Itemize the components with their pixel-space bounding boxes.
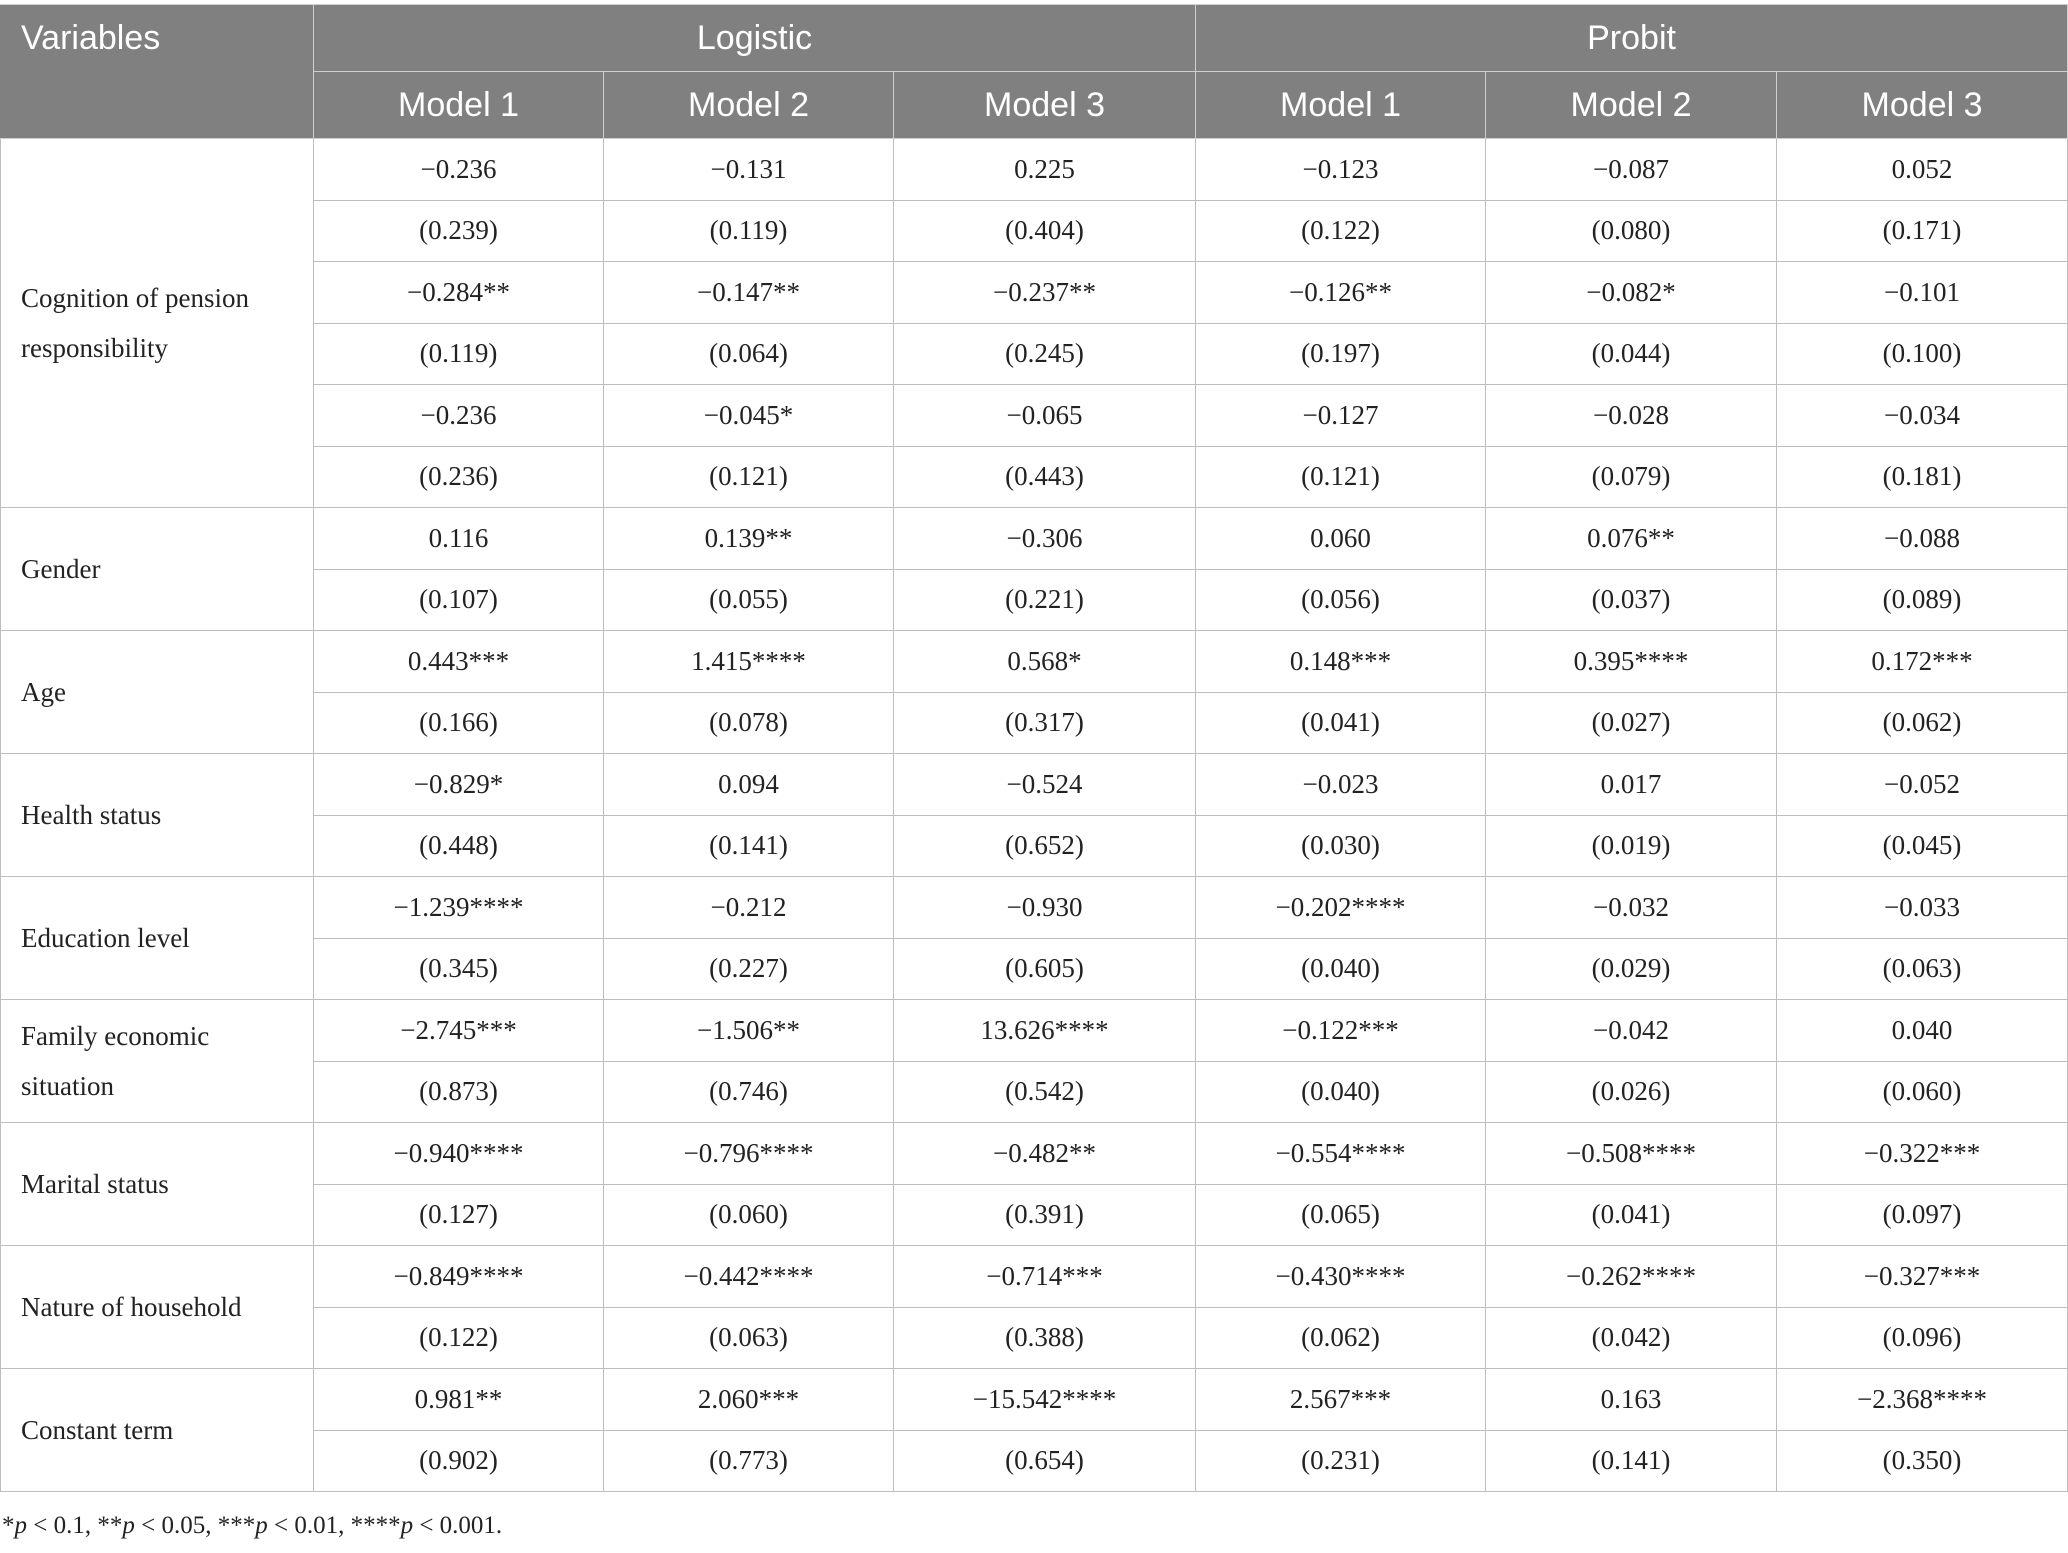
std-error-cell: (0.080) [1486,200,1777,262]
coefficient-cell: −0.829* [314,754,604,816]
std-error-cell: (0.029) [1486,938,1777,1000]
std-error-cell: (0.041) [1196,692,1486,754]
coefficient-cell: −0.202**** [1196,877,1486,939]
coefficient-cell: −0.714*** [894,1246,1196,1308]
std-error-cell: (0.654) [894,1430,1196,1492]
table-row [1,631,2068,693]
variable-label: Family economic situation [1,1000,314,1123]
std-error-cell: (0.096) [1777,1307,2068,1369]
coefficient-cell: −0.033 [1777,877,2068,939]
std-error-cell: (0.166) [314,692,604,754]
std-error-cell: (0.197) [1196,323,1486,385]
std-error-cell: (0.030) [1196,815,1486,877]
coefficient-cell: −0.237** [894,262,1196,324]
coefficient-cell: −0.796**** [604,1123,894,1185]
coefficient-cell: 0.116 [314,508,604,570]
coefficient-cell: −0.327*** [1777,1246,2068,1308]
std-error-cell: (0.060) [604,1184,894,1246]
std-error-cell: (0.040) [1196,1061,1486,1123]
std-error-cell: (0.078) [604,692,894,754]
std-error-cell: (0.443) [894,446,1196,508]
coefficient-cell: −0.034 [1777,385,2068,447]
std-error-cell: (0.097) [1777,1184,2068,1246]
std-error-cell: (0.448) [314,815,604,877]
variable-label: Gender [1,508,314,631]
std-error-cell: (0.236) [314,446,604,508]
std-error-cell: (0.746) [604,1061,894,1123]
std-error-cell: (0.773) [604,1430,894,1492]
footnote-text: < 0.1, ** [27,1512,123,1539]
regression-table-container [0,4,2068,1492]
std-error-cell: (0.055) [604,569,894,631]
coefficient-cell: 2.060*** [604,1369,894,1431]
table-row [1,1246,2068,1308]
coefficient-cell: −0.101 [1777,262,2068,324]
coefficient-cell: −0.508**** [1486,1123,1777,1185]
std-error-cell: (0.027) [1486,692,1777,754]
coefficient-cell: 0.060 [1196,508,1486,570]
std-error-cell: (0.122) [1196,200,1486,262]
coefficient-cell: −1.506** [604,1000,894,1062]
header-group-probit: Probit [1196,5,2068,72]
std-error-cell: (0.227) [604,938,894,1000]
table-row [1,1000,2068,1062]
coefficient-cell: −0.482** [894,1123,1196,1185]
std-error-cell: (0.141) [604,815,894,877]
coefficient-cell: 0.395**** [1486,631,1777,693]
header-logistic-model-3: Model 3 [894,72,1196,139]
std-error-cell: (0.605) [894,938,1196,1000]
std-error-cell: (0.127) [314,1184,604,1246]
coefficient-cell: −0.284** [314,262,604,324]
std-error-cell: (0.122) [314,1307,604,1369]
coefficient-cell: 0.981** [314,1369,604,1431]
std-error-cell: (0.121) [1196,446,1486,508]
coefficient-cell: −0.122*** [1196,1000,1486,1062]
std-error-cell: (0.652) [894,815,1196,877]
std-error-cell: (0.064) [604,323,894,385]
variable-label: Marital status [1,1123,314,1246]
coefficient-cell: 2.567*** [1196,1369,1486,1431]
std-error-cell: (0.542) [894,1061,1196,1123]
significance-footnote [2,1512,502,1540]
coefficient-cell: 0.052 [1777,139,2068,201]
std-error-cell: (0.042) [1486,1307,1777,1369]
coefficient-cell: 0.040 [1777,1000,2068,1062]
header-probit-model-3: Model 3 [1777,72,2068,139]
coefficient-cell: 0.443*** [314,631,604,693]
coefficient-cell: −0.524 [894,754,1196,816]
std-error-cell: (0.171) [1777,200,2068,262]
coefficient-cell: −0.087 [1486,139,1777,201]
std-error-cell: (0.231) [1196,1430,1486,1492]
std-error-cell: (0.062) [1777,692,2068,754]
coefficient-cell: −0.147** [604,262,894,324]
std-error-cell: (0.239) [314,200,604,262]
variable-label: Constant term [1,1369,314,1492]
coefficient-cell: −0.127 [1196,385,1486,447]
variable-label: Education level [1,877,314,1000]
std-error-cell: (0.391) [894,1184,1196,1246]
table-row [1,1369,2068,1431]
regression-table [0,4,2068,1492]
std-error-cell: (0.100) [1777,323,2068,385]
std-error-cell: (0.041) [1486,1184,1777,1246]
coefficient-cell: −0.306 [894,508,1196,570]
coefficient-cell: −0.131 [604,139,894,201]
std-error-cell: (0.121) [604,446,894,508]
std-error-cell: (0.056) [1196,569,1486,631]
std-error-cell: (0.388) [894,1307,1196,1369]
coefficient-cell: −0.032 [1486,877,1777,939]
header-row-groups [1,5,2068,72]
coefficient-cell: −0.212 [604,877,894,939]
coefficient-cell: −2.745*** [314,1000,604,1062]
std-error-cell: (0.044) [1486,323,1777,385]
std-error-cell: (0.063) [1777,938,2068,1000]
footnote-p-symbol: p [400,1512,414,1539]
coefficient-cell: −0.236 [314,139,604,201]
coefficient-cell: 0.076** [1486,508,1777,570]
std-error-cell: (0.902) [314,1430,604,1492]
coefficient-cell: −0.042 [1486,1000,1777,1062]
std-error-cell: (0.079) [1486,446,1777,508]
std-error-cell: (0.873) [314,1061,604,1123]
coefficient-cell: 0.163 [1486,1369,1777,1431]
coefficient-cell: −0.430**** [1196,1246,1486,1308]
coefficient-cell: −0.023 [1196,754,1486,816]
std-error-cell: (0.089) [1777,569,2068,631]
footnote-p-symbol: p [255,1512,268,1539]
variable-label: Nature of household [1,1246,314,1369]
coefficient-cell: −1.239**** [314,877,604,939]
header-logistic-model-1: Model 1 [314,72,604,139]
coefficient-cell: 0.172*** [1777,631,2068,693]
coefficient-cell: −0.554**** [1196,1123,1486,1185]
std-error-cell: (0.060) [1777,1061,2068,1123]
std-error-cell: (0.107) [314,569,604,631]
header-logistic-model-2: Model 2 [604,72,894,139]
table-row [1,754,2068,816]
footnote-text: < 0.05, *** [134,1512,256,1539]
table-row [1,139,2068,201]
coefficient-cell: −2.368**** [1777,1369,2068,1431]
std-error-cell: (0.019) [1486,815,1777,877]
coefficient-cell: −0.262**** [1486,1246,1777,1308]
table-row [1,508,2068,570]
std-error-cell: (0.345) [314,938,604,1000]
std-error-cell: (0.221) [894,569,1196,631]
footnote-text: < 0.001. [413,1512,503,1539]
std-error-cell: (0.404) [894,200,1196,262]
header-group-logistic: Logistic [314,5,1196,72]
coefficient-cell: −0.028 [1486,385,1777,447]
table-body [1,139,2068,1492]
coefficient-cell: −0.442**** [604,1246,894,1308]
std-error-cell: (0.119) [604,200,894,262]
std-error-cell: (0.026) [1486,1061,1777,1123]
footnote-p-symbol: p [122,1512,135,1539]
std-error-cell: (0.065) [1196,1184,1486,1246]
coefficient-cell: −0.123 [1196,139,1486,201]
footnote-p-symbol: p [14,1512,27,1539]
coefficient-cell: −0.065 [894,385,1196,447]
coefficient-cell: −0.052 [1777,754,2068,816]
coefficient-cell: 13.626**** [894,1000,1196,1062]
coefficient-cell: 1.415**** [604,631,894,693]
coefficient-cell: −0.322*** [1777,1123,2068,1185]
coefficient-cell: −0.088 [1777,508,2068,570]
table-row [1,877,2068,939]
std-error-cell: (0.141) [1486,1430,1777,1492]
std-error-cell: (0.045) [1777,815,2068,877]
coefficient-cell: −0.930 [894,877,1196,939]
coefficient-cell: 0.225 [894,139,1196,201]
std-error-cell: (0.037) [1486,569,1777,631]
std-error-cell: (0.245) [894,323,1196,385]
coefficient-cell: 0.017 [1486,754,1777,816]
footnote-text: * [2,1512,15,1539]
coefficient-cell: −0.849**** [314,1246,604,1308]
std-error-cell: (0.040) [1196,938,1486,1000]
variable-label: Cognition of pension responsibility [1,139,314,508]
std-error-cell: (0.181) [1777,446,2068,508]
coefficient-cell: 0.568* [894,631,1196,693]
footnote-text: < 0.01, **** [267,1512,401,1539]
table-row [1,1123,2068,1185]
coefficient-cell: 0.139** [604,508,894,570]
coefficient-cell: −0.082* [1486,262,1777,324]
std-error-cell: (0.317) [894,692,1196,754]
table-header [1,5,2068,139]
variable-label: Health status [1,754,314,877]
coefficient-cell: −0.940**** [314,1123,604,1185]
coefficient-cell: −0.126** [1196,262,1486,324]
std-error-cell: (0.063) [604,1307,894,1369]
coefficient-cell: −0.236 [314,385,604,447]
coefficient-cell: 0.094 [604,754,894,816]
std-error-cell: (0.119) [314,323,604,385]
header-probit-model-1: Model 1 [1196,72,1486,139]
coefficient-cell: 0.148*** [1196,631,1486,693]
header-variables: Variables [1,5,314,139]
variable-label: Age [1,631,314,754]
std-error-cell: (0.062) [1196,1307,1486,1369]
header-probit-model-2: Model 2 [1486,72,1777,139]
std-error-cell: (0.350) [1777,1430,2068,1492]
coefficient-cell: −0.045* [604,385,894,447]
coefficient-cell: −15.542**** [894,1369,1196,1431]
